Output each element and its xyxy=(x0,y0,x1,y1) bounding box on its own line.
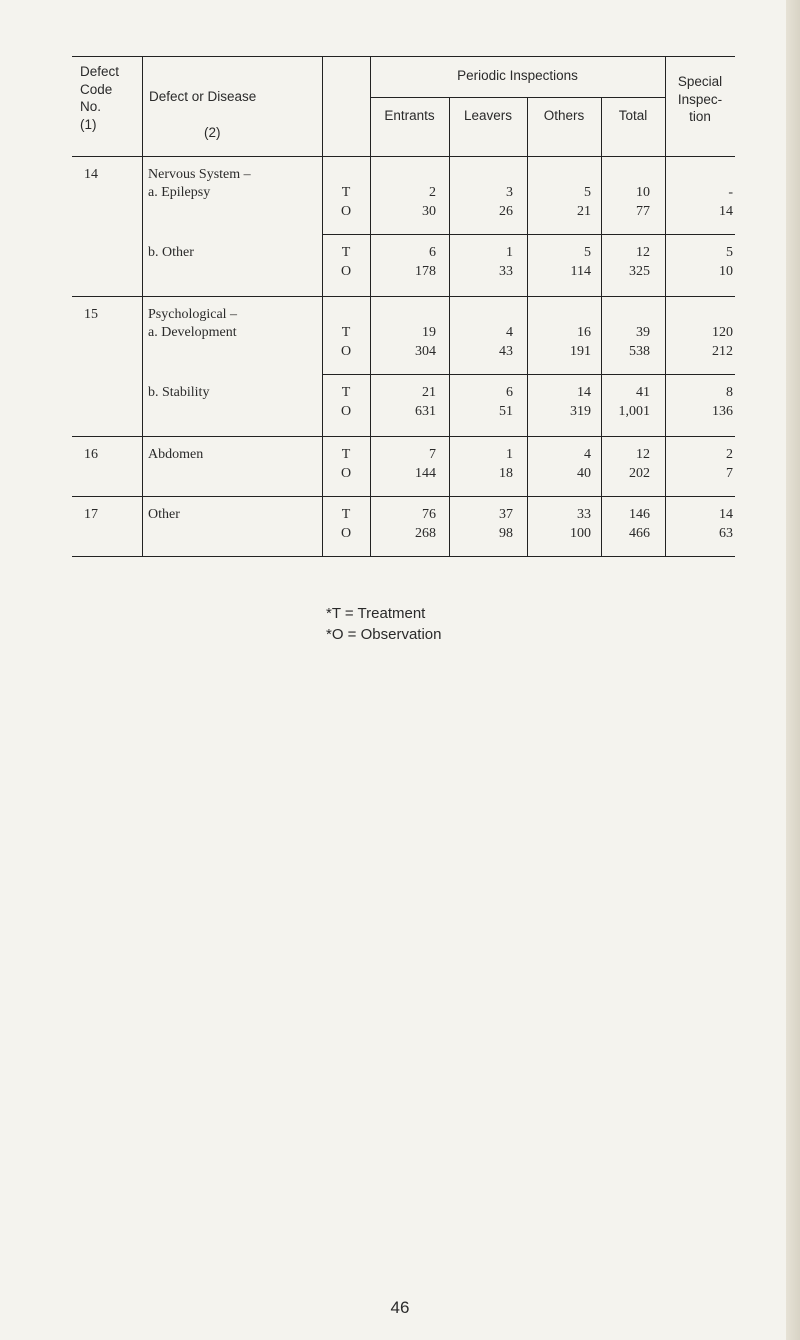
header-disease-number: (2) xyxy=(204,125,221,140)
value-total: 41 xyxy=(636,385,650,400)
header-code-line: No. xyxy=(80,99,102,114)
column-rule xyxy=(527,97,528,556)
group-rule xyxy=(72,296,735,297)
header-special-line: Inspec- xyxy=(677,91,723,107)
defect-label: Abdomen xyxy=(148,447,204,462)
value-total: 10 xyxy=(636,185,650,200)
value-special: 14 xyxy=(719,204,733,219)
value-entrants: 631 xyxy=(415,404,436,419)
defect-label: Other xyxy=(148,507,180,522)
value-leavers: 1 xyxy=(506,447,513,462)
header-leavers: Leavers xyxy=(463,108,513,123)
value-others: 5 xyxy=(584,245,591,260)
page-edge-shadow xyxy=(786,0,800,1340)
row-type: O xyxy=(340,526,352,541)
defect-label: b. Stability xyxy=(148,385,210,400)
value-special: - xyxy=(728,185,733,200)
value-others: 100 xyxy=(570,526,591,541)
value-special: 212 xyxy=(712,344,733,359)
group-rule xyxy=(72,496,735,497)
value-leavers: 3 xyxy=(506,185,513,200)
value-total: 12 xyxy=(636,245,650,260)
header-code-line: Code xyxy=(80,81,113,97)
row-type: O xyxy=(340,264,352,279)
legend xyxy=(326,603,441,645)
value-others: 14 xyxy=(577,385,591,400)
value-special: 63 xyxy=(719,526,733,541)
periodic-header-rule xyxy=(370,97,665,98)
value-entrants: 268 xyxy=(415,526,436,541)
defect-code: 14 xyxy=(84,167,98,182)
value-leavers: 4 xyxy=(506,325,513,340)
value-total: 1,001 xyxy=(618,404,650,419)
value-special: 7 xyxy=(726,466,733,481)
row-type: T xyxy=(341,325,351,340)
value-others: 21 xyxy=(577,204,591,219)
header-periodic: Periodic Inspections xyxy=(457,68,578,83)
row-type: T xyxy=(341,447,351,462)
value-total: 325 xyxy=(629,264,650,279)
row-type: O xyxy=(340,466,352,481)
value-special: 5 xyxy=(726,245,733,260)
defect-label: a. Development xyxy=(148,325,237,340)
defect-code: 17 xyxy=(84,507,98,522)
value-special: 136 xyxy=(712,404,733,419)
value-entrants: 7 xyxy=(429,447,436,462)
header-entrants: Entrants xyxy=(384,108,435,123)
header-special-line: tion xyxy=(689,109,711,124)
subgroup-rule xyxy=(322,374,735,375)
header-code-line: Defect xyxy=(80,64,120,79)
row-type: T xyxy=(341,385,351,400)
value-special: 10 xyxy=(719,264,733,279)
value-others: 5 xyxy=(584,185,591,200)
column-rule xyxy=(449,97,450,556)
group-rule xyxy=(72,436,735,437)
value-entrants: 19 xyxy=(422,325,436,340)
value-leavers: 51 xyxy=(499,404,513,419)
row-type: O xyxy=(340,344,352,359)
row-type: O xyxy=(340,204,352,219)
header-special-line: Special xyxy=(677,74,723,89)
value-total: 12 xyxy=(636,447,650,462)
subgroup-rule xyxy=(322,234,735,235)
value-special: 120 xyxy=(712,325,733,340)
header-code-line: (1) xyxy=(80,116,97,132)
value-total: 202 xyxy=(629,466,650,481)
value-others: 4 xyxy=(584,447,591,462)
header-disease: Defect or Disease xyxy=(149,89,257,104)
row-type: T xyxy=(341,185,351,200)
table-top-rule xyxy=(72,56,735,57)
value-leavers: 6 xyxy=(506,385,513,400)
value-total: 146 xyxy=(629,507,650,522)
value-others: 40 xyxy=(577,466,591,481)
value-others: 114 xyxy=(570,264,591,279)
column-rule xyxy=(665,56,666,556)
legend-observation: *O = Observation xyxy=(326,626,442,643)
value-entrants: 178 xyxy=(415,264,436,279)
value-leavers: 26 xyxy=(499,204,513,219)
row-type: O xyxy=(340,404,352,419)
value-leavers: 43 xyxy=(499,344,513,359)
value-total: 39 xyxy=(636,325,650,340)
defect-label: a. Epilepsy xyxy=(148,185,211,200)
value-entrants: 76 xyxy=(422,507,436,522)
header-bottom-rule xyxy=(72,156,735,157)
value-entrants: 6 xyxy=(429,245,436,260)
legend-treatment: *T = Treatment xyxy=(326,605,426,622)
defect-code: 15 xyxy=(84,307,98,322)
row-type: T xyxy=(341,507,351,522)
group-title: Psychological – xyxy=(148,307,238,322)
value-entrants: 144 xyxy=(415,466,436,481)
value-entrants: 21 xyxy=(422,385,436,400)
value-leavers: 98 xyxy=(499,526,513,541)
value-others: 319 xyxy=(570,404,591,419)
group-title: Nervous System – xyxy=(148,167,251,182)
value-total: 466 xyxy=(629,526,650,541)
value-leavers: 33 xyxy=(499,264,513,279)
defect-label: b. Other xyxy=(148,245,194,260)
value-leavers: 37 xyxy=(499,507,513,522)
value-entrants: 30 xyxy=(422,204,436,219)
column-rule xyxy=(370,56,371,556)
value-others: 191 xyxy=(570,344,591,359)
row-type: T xyxy=(341,245,351,260)
value-others: 16 xyxy=(577,325,591,340)
value-entrants: 304 xyxy=(415,344,436,359)
group-rule xyxy=(72,556,735,557)
value-leavers: 1 xyxy=(506,245,513,260)
header-others: Others xyxy=(543,108,585,123)
value-entrants: 2 xyxy=(429,185,436,200)
page-number: 46 xyxy=(390,1298,410,1317)
value-leavers: 18 xyxy=(499,466,513,481)
value-special: 8 xyxy=(726,385,733,400)
value-total: 77 xyxy=(636,204,650,219)
value-others: 33 xyxy=(577,507,591,522)
value-total: 538 xyxy=(629,344,650,359)
column-rule xyxy=(142,56,143,556)
value-special: 2 xyxy=(726,447,733,462)
value-special: 14 xyxy=(719,507,733,522)
defect-code: 16 xyxy=(84,447,98,462)
header-total: Total xyxy=(618,108,648,123)
